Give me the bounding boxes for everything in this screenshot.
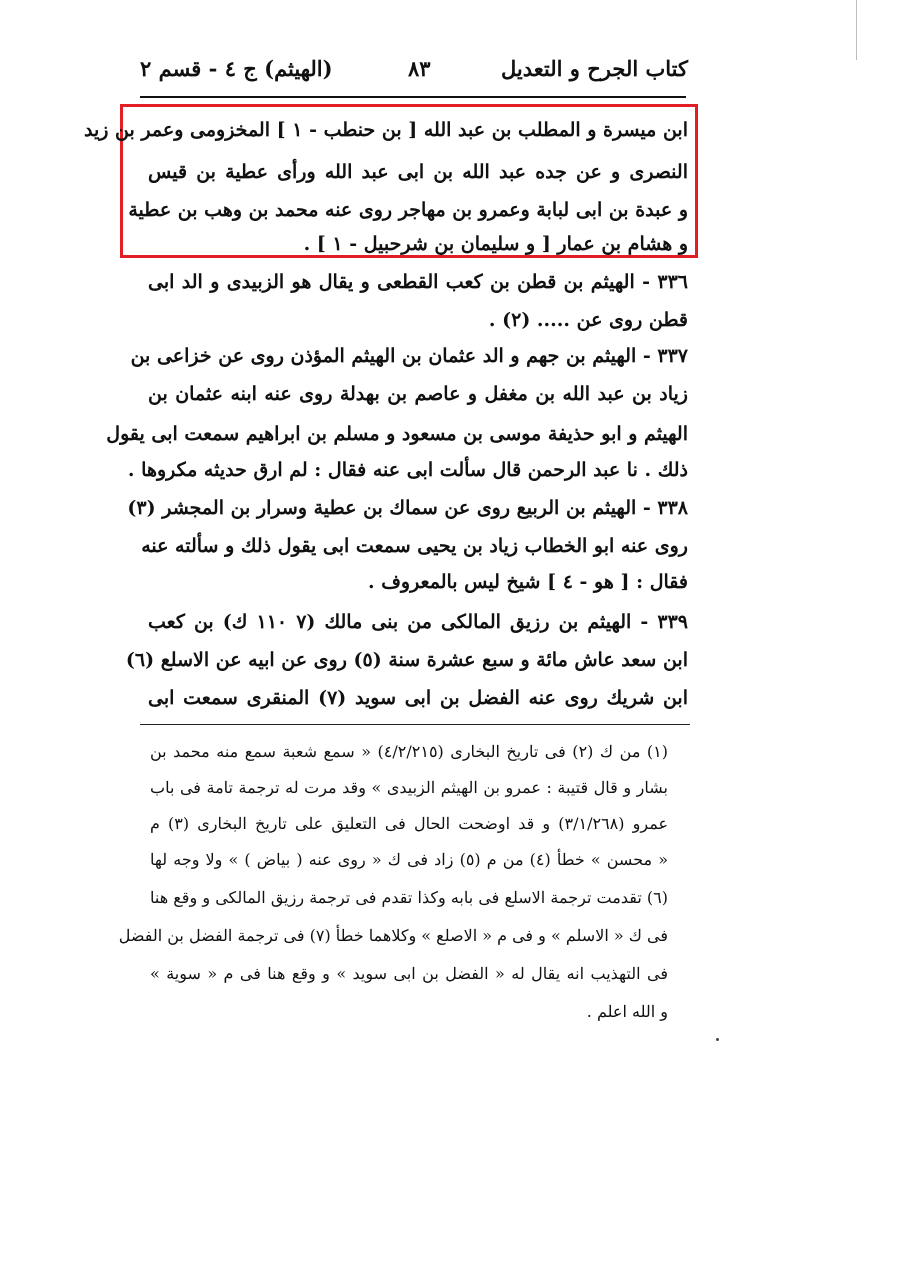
footnote-rule <box>140 724 690 725</box>
scan-edge-mark <box>856 0 857 60</box>
entry-339-line: ٣٣٩ - الهيثم بن رزيق المالكى من بنى مالك (٧ ١١٠ ك) بن كعب <box>148 611 688 633</box>
entry-336-line: ٣٣٦ - الهيثم بن قطن بن كعب القطعى و يقال هو الزبيدى و الد ابى <box>148 271 688 293</box>
text-line: و عبدة بن ابى لبابة وعمرو بن مهاجر روى عنه محمد بن وهب بن عطية <box>128 199 688 221</box>
header-rule <box>140 96 686 98</box>
footnote-line: و الله اعلم . <box>586 1002 668 1021</box>
footnote-line: فى التهذيب انه يقال له « الفضل بن ابى سويد » و وقع هنا فى م « سوية » <box>150 964 668 983</box>
text-line: و هشام بن عمار [ و سليمان بن شرحبيل - ١ ] . <box>303 233 688 255</box>
entry-337-line: ٣٣٧ - الهيثم بن جهم و الد عثمان بن الهيثم المؤذن روى عن خزاعى بن <box>130 345 688 367</box>
text-line: زياد بن عبد الله بن مغفل و عاصم بن بهدلة روى عنه ابنه عثمان بن <box>148 383 688 405</box>
footnote-line: (٦) تقدمت ترجمة الاسلع فى بابه وكذا تقدم فى ترجمة رزيق المالكى و وقع هنا <box>150 888 668 907</box>
page-number: ٨٣ <box>408 56 431 81</box>
footnote-line: (١) من ك (٢) فى تاريخ البخارى (٤/٢/٢١٥) « سمع شعبة سمع منه محمد بن <box>150 742 669 761</box>
footnote-line: فى ك « الاسلم » و فى م « الاصلع » وكلاهما خطأ (٧) فى ترجمة الفضل بن الفضل <box>118 926 668 945</box>
entry-338-line: ٣٣٨ - الهيثم بن الربيع روى عن سماك بن عطية وسرار بن المجشر (٣) <box>127 497 688 519</box>
text-line: النصرى و عن جده عبد الله بن ابى عبد الله ورأى عطية بن قيس <box>148 161 688 183</box>
footnote-line: « محسن » خطأ (٤) من م (٥) زاد فى ك « روى عنه ( بياض ) » ولا وجه لها <box>150 850 669 869</box>
page-header <box>140 56 688 92</box>
text-line: روى عنه ابو الخطاب زياد بن يحيى سمعت ابى يقول ذلك و سألته عنه <box>141 535 688 557</box>
text-line: ابن شريك روى عنه الفضل بن ابى سويد (٧) المنقرى سمعت ابى <box>148 687 688 709</box>
text-line: ابن سعد عاش مائة و سبع عشرة سنة (٥) روى عن ابيه عن الاسلع (٦) <box>125 649 688 671</box>
section-label: (الهيثم) ج ٤ - قسم ٢ <box>140 56 333 81</box>
text-line: قطن روى عن ..... (٢) . <box>488 309 688 331</box>
footnote-line: عمرو (٣/١/٢٦٨) و قد اوضحت الحال فى التعليق على تاريخ البخارى (٣) م <box>150 814 669 833</box>
text-line: ابن ميسرة و المطلب بن عبد الله [ بن حنطب - ١ ] المخزومى وعمر بن زيد <box>84 119 688 141</box>
text-line: فقال : [ هو - ٤ ] شيخ ليس بالمعروف . <box>367 571 688 593</box>
book-title: كتاب الجرح و التعديل <box>501 56 688 81</box>
text-line: الهيثم و ابو حذيفة موسى بن مسعود و مسلم بن ابراهيم سمعت ابى يقول <box>106 423 688 445</box>
footnote-line: بشار و قال قتيبة : عمرو بن الهيثم الزبيدى » وقد مرت له ترجمة تامة فى باب <box>150 778 668 797</box>
text-line: ذلك . نا عبد الرحمن قال سألت ابى عنه فقال : لم ارق حديثه مكروها . <box>127 459 688 481</box>
scan-speck <box>716 1038 719 1041</box>
